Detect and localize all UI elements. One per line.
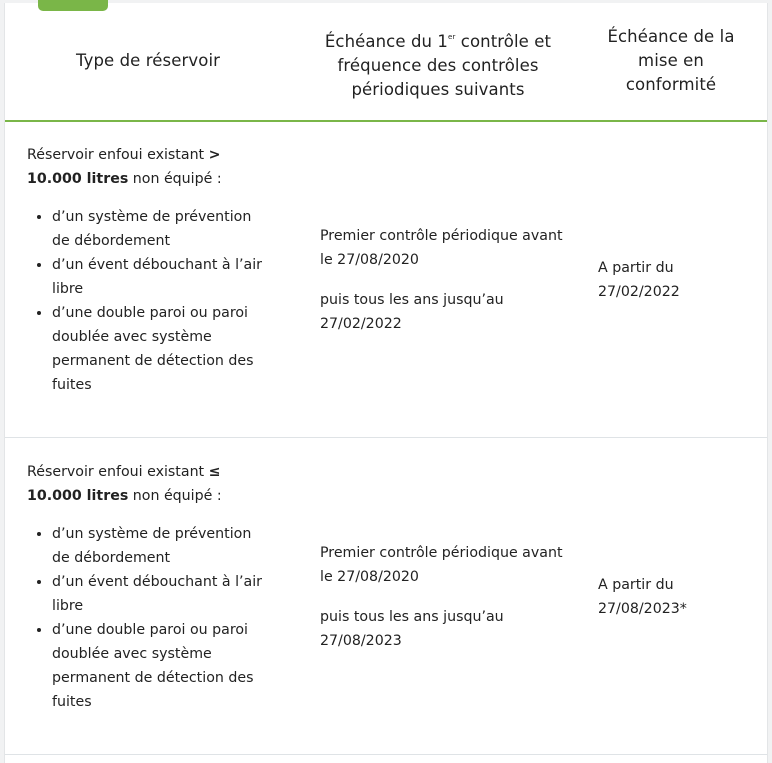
table-header [5, 3, 767, 122]
list-item: • d’un système de prévention de débordement [52, 522, 267, 570]
list-item: • d’un système de prévention de débordement [52, 205, 267, 253]
cell-control [320, 541, 565, 653]
control-then: puis tous les ans jusqu’au 27/08/2023 [320, 609, 504, 649]
control-first: Premier contrôle périodique avant le 27/08/2020 [320, 228, 563, 268]
regulation-table [4, 3, 768, 763]
control-first: Premier contrôle périodique avant le 27/08/2020 [320, 545, 563, 585]
cell-control [320, 224, 565, 336]
compliance-date: A partir du 27/08/2023* [598, 577, 687, 617]
list-item: • d’un évent débouchant à l’air libre [52, 253, 267, 301]
table-row [5, 122, 767, 438]
cell-compliance [598, 256, 708, 304]
cell-compliance [598, 573, 708, 621]
header-echeance-controle: Échéance du 1er contrôle et fréquence des contrôles périodiques suivants [324, 32, 552, 99]
compliance-date: A partir du 27/02/2022 [598, 260, 680, 300]
list-item: • d’un évent débouchant à l’air libre [52, 570, 267, 618]
type-description: Réservoir enfoui existant > 10.000 litres non équipé : [27, 147, 222, 187]
type-description: Réservoir enfoui existant ≤ 10.000 litres non équipé : [27, 464, 222, 504]
table-row [5, 438, 767, 755]
list-item: • d’une double paroi ou paroi doublée avec système permanent de détection des fuites [52, 618, 267, 714]
equipment-list [27, 522, 267, 714]
equipment-list [27, 205, 267, 397]
cell-type [27, 143, 267, 397]
header-type: Type de réservoir [75, 51, 221, 70]
cell-type [27, 460, 267, 714]
control-then: puis tous les ans jusqu’au 27/02/2022 [320, 292, 504, 332]
list-item: • d’une double paroi ou paroi doublée avec système permanent de détection des fuites [52, 301, 267, 397]
header-echeance-conformite: Échéance de la mise en conformité [607, 27, 735, 94]
